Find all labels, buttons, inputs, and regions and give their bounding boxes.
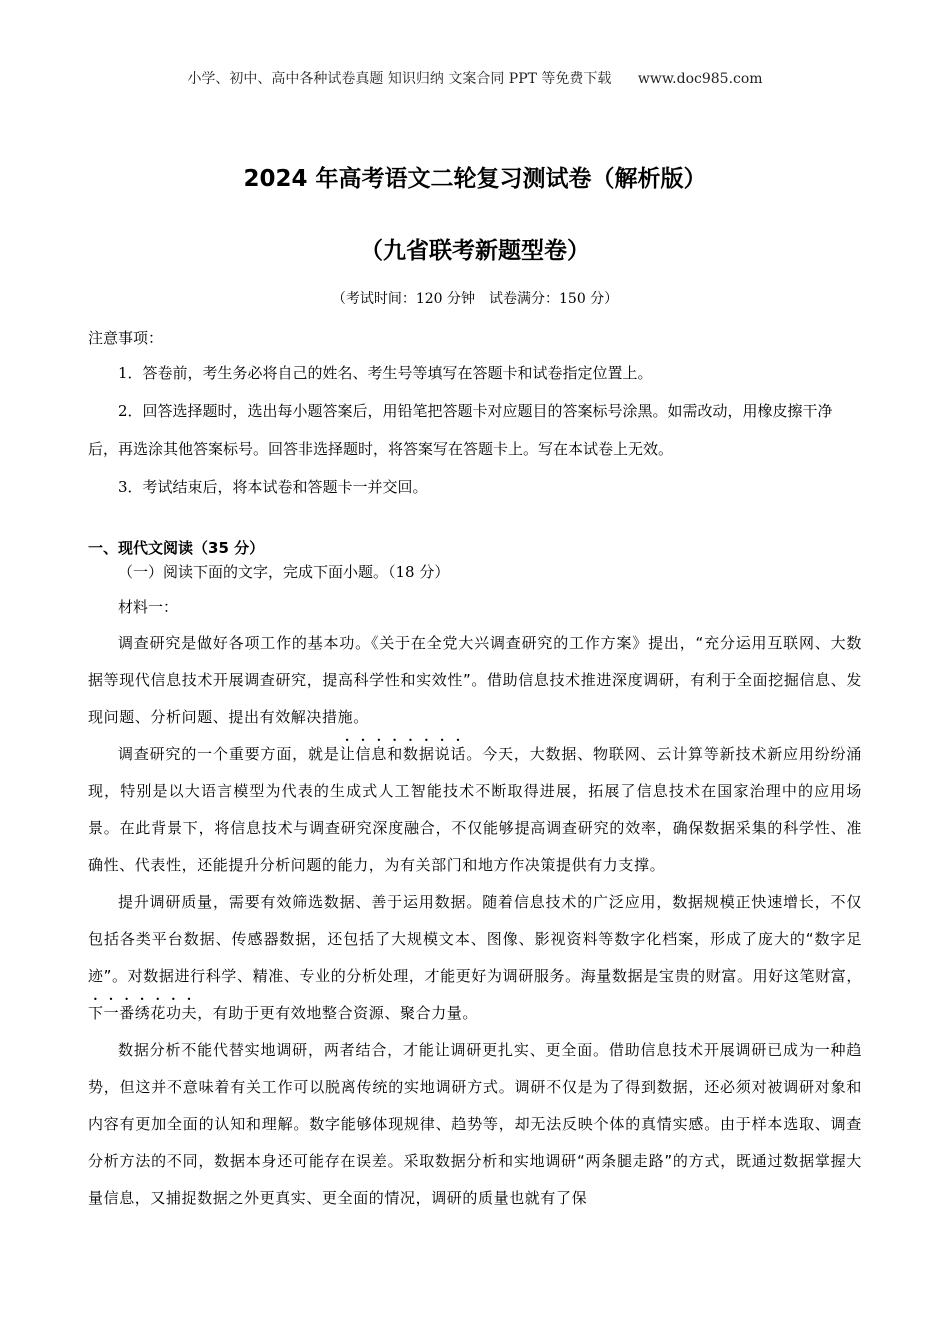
paragraph-3 (88, 884, 862, 1032)
notice-heading: 注意事项： (88, 329, 164, 347)
header-site-link[interactable]: www.doc985.com (637, 71, 763, 87)
notice-list (88, 354, 862, 506)
part-heading: （一）阅读下面的文字，完成下面小题。（18 分） (118, 563, 450, 581)
paragraph-2 (88, 736, 862, 884)
document-title: 2024 年高考语文二轮复习测试卷（解析版） (243, 166, 707, 192)
material-label: 材料一： (118, 598, 179, 616)
exam-info (0, 288, 950, 308)
notice-item-3: 3．考试结束后，将本试卷和答题卡一并交回。 (118, 478, 428, 496)
emphasized-phrase: 让信息和数据说话 (339, 745, 467, 763)
paragraph-3-text-a: 提升调研质量，需要有效筛选数据、善于运用数据。随着信息技术的广泛应用，数据规模正快速增长，不仅包括各类平台数据、传感器数据，还包括了大规模文本、图像、影视资料等数字化档案，形成了庞大的“数字足迹”。对数据进行科学、精准、专业的分析处理，才能更好为调研服务。海量数据是宝贵的财富。用好这笔财富， (88, 893, 862, 985)
paragraph-2-text-b: 。今天，大数据、物联网、云计算等新技术新应用纷纷涌现，特别是以大语言模型为代表的生成式人工智能技术不断取得进展，拓展了信息技术在国家治理中的应用场景。在此背景下，将信息技术与调查研究深度融合，不仅能够提高调查研究的效率，确保数据采集的科学性、准确性、代表性，还能提升分析问题的能力，为有关部门和地方作决策提供有力支撑。 (88, 745, 862, 874)
exam-score: 试卷满分：150 分） (489, 291, 619, 307)
paragraph-2-text-a: 调查研究的一个重要方面，就是 (118, 745, 340, 763)
emphasized-phrase: 下一番绣花功夫 (88, 1004, 198, 1022)
paragraph-3-text-b: ，有助于更有效地整合资源、聚合力量。 (197, 1004, 479, 1022)
document-subtitle: （九省联考新题型卷） (360, 238, 590, 264)
notice-item-2: 2．回答选择题时，选出每小题答案后，用铅笔把答题卡对应题目的答案标号涂黑。如需改动，用橡皮擦干净后，再选涂其他答案标号。回答非选择题时，将答案写在答题卡上。写在本试卷上无效。 (88, 402, 833, 458)
exam-time: （考试时间：120 分钟 (331, 291, 475, 307)
header-text: 小学、初中、高中各种试卷真题 知识归纳 文案合同 PPT 等免费下载 (187, 71, 612, 87)
reading-passage (88, 625, 862, 1217)
paragraph-1: 调查研究是做好各项工作的基本功。《关于在全党大兴调查研究的工作方案》提出，“充分运用互联网、大数据等现代信息技术开展调查研究，提高科学性和实效性”。借助信息技术推进深度调研，有利于全面挖掘信息、发现问题、分析问题、提出有效解决措施。 (88, 634, 862, 726)
paragraph-4: 数据分析不能代替实地调研，两者结合，才能让调研更扎实、更全面。借助信息技术开展调研已成为一种趋势，但这并不意味着有关工作可以脱离传统的实地调研方式。调研不仅是为了得到数据，还必须对被调研对象和内容有更加全面的认知和理解。数字能够体现规律、趋势等，却无法反映个体的真情实感。由于样本选取、调查分析方法的不同，数据本身还可能存在误差。采取数据分析和实地调研“两条腿走路”的方式，既通过数据掌握大量信息，又捕捉数据之外更真实、更全面的情况，调研的质量也就有了保 (88, 1041, 862, 1207)
page-header (0, 68, 950, 88)
notice-item-1: 1．答卷前，考生务必将自己的姓名、考生号等填写在答题卡和试卷指定位置上。 (118, 364, 653, 382)
section-heading: 一、现代文阅读（35 分） (88, 539, 265, 557)
